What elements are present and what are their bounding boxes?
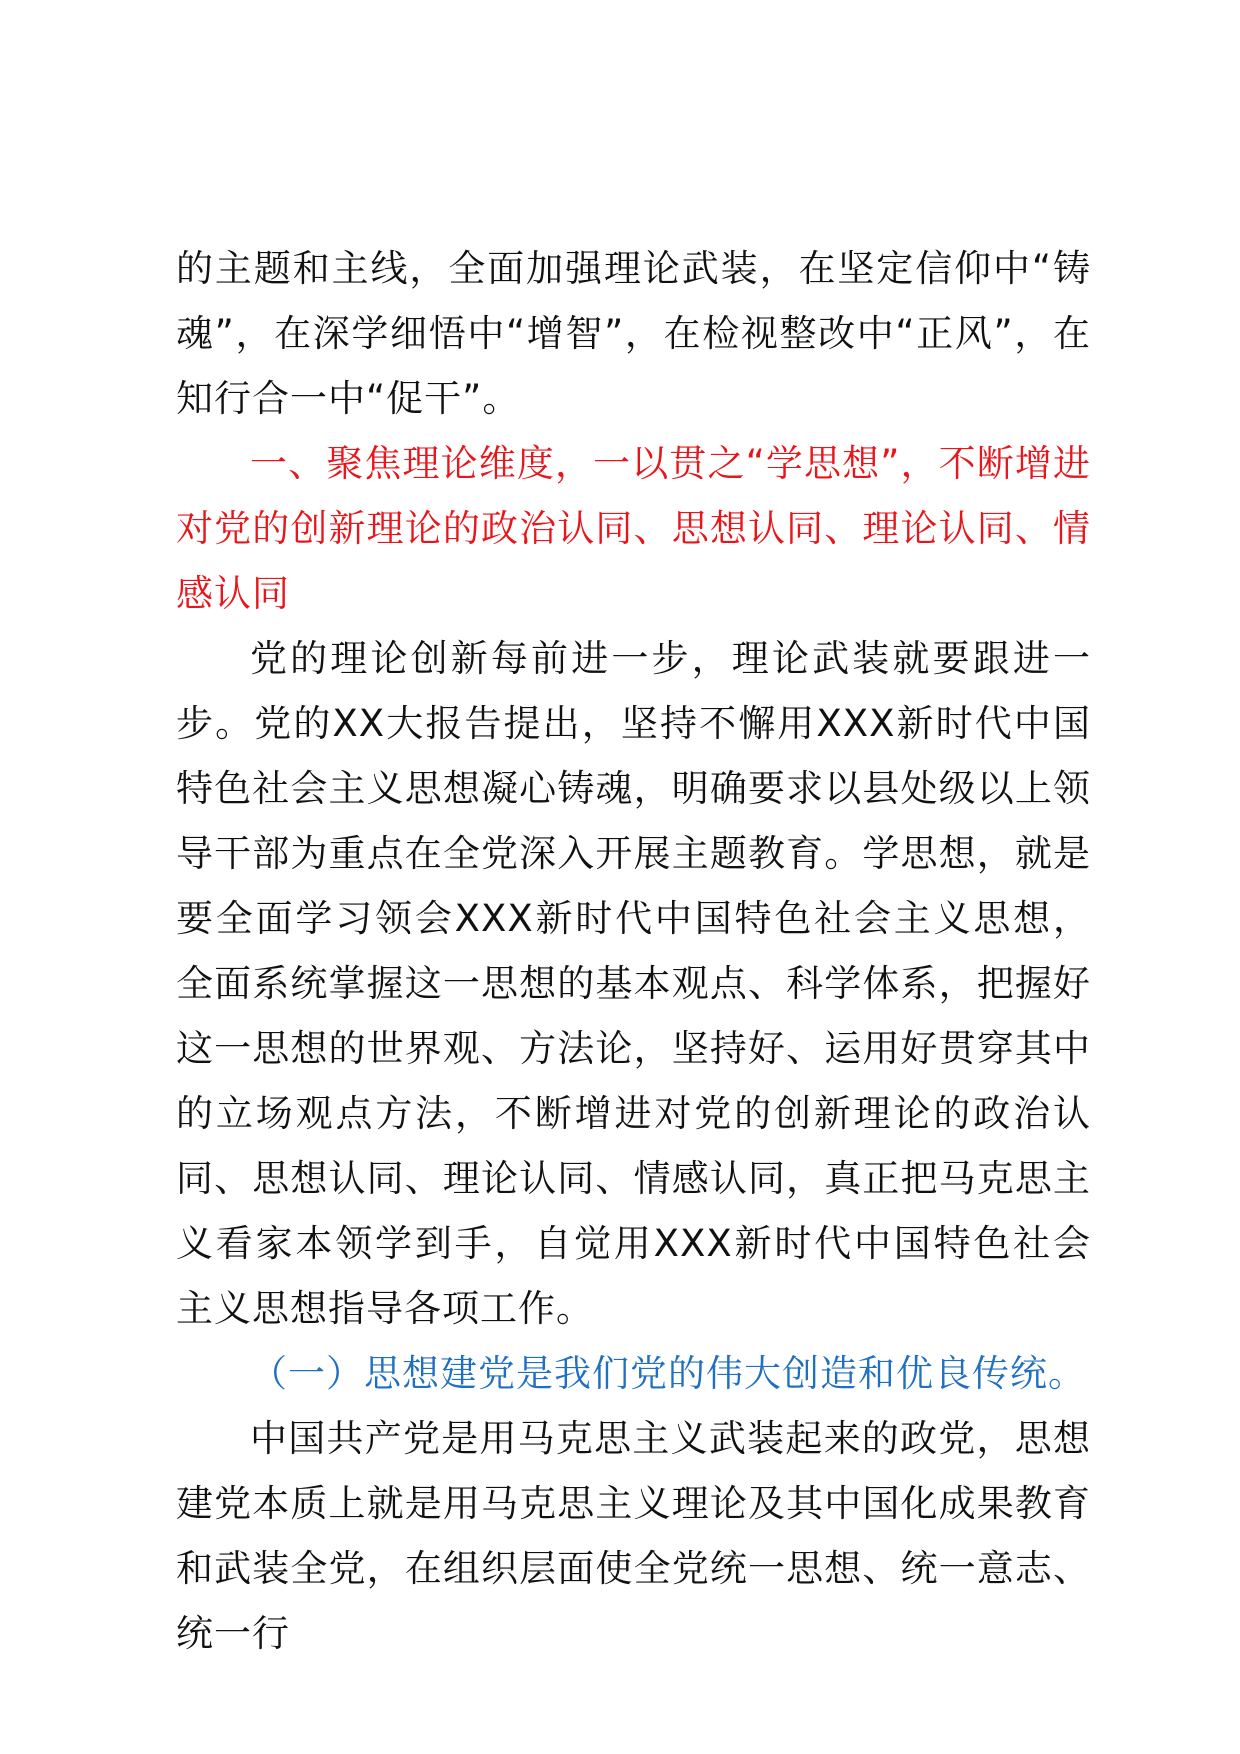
paragraph-theory-innovation: 党的理论创新每前进一步，理论武装就要跟进一步。党的XX大报告提出，坚持不懈用XXX新时代中国特色社会主义思想凝心铸魂，明确要求以县处级以上领导干部为重点在全党深入开展主题教育。学思想，就是要全面学习领会XXX新时代中国特色社会主义思想，全面系统掌握这一思想的基本观点、科学体系，把握好这一思想的世界观、方法论，坚持好、运用好贯穿其中的立场观点方法，不断增进对党的创新理论的政治认同、思想认同、理论认同、情感认同，真正把马克思主义看家本领学到手，自觉用XXX新时代中国特色社会主义思想指导各项工作。 — [176, 637, 1091, 1330]
document-body — [176, 236, 1091, 1666]
subsection-heading-1: （一）思想建党是我们党的伟大创造和优良传统。 — [250, 1352, 1086, 1395]
paragraph-continued: 的主题和主线，全面加强理论武装，在坚定信仰中“铸魂”，在深学细悟中“增智”，在检视整改中“正风”，在知行合一中“促干”。 — [176, 247, 1091, 420]
section-heading-1: 一、聚焦理论维度，一以贯之“学思想”，不断增进对党的创新理论的政治认同、思想认同、理论认同、情感认同 — [176, 442, 1091, 615]
paragraph-party-building: 中国共产党是用马克思主义武装起来的政党，思想建党本质上就是用马克思主义理论及其中国化成果教育和武装全党，在组织层面使全党统一思想、统一意志、统一行 — [176, 1417, 1091, 1655]
